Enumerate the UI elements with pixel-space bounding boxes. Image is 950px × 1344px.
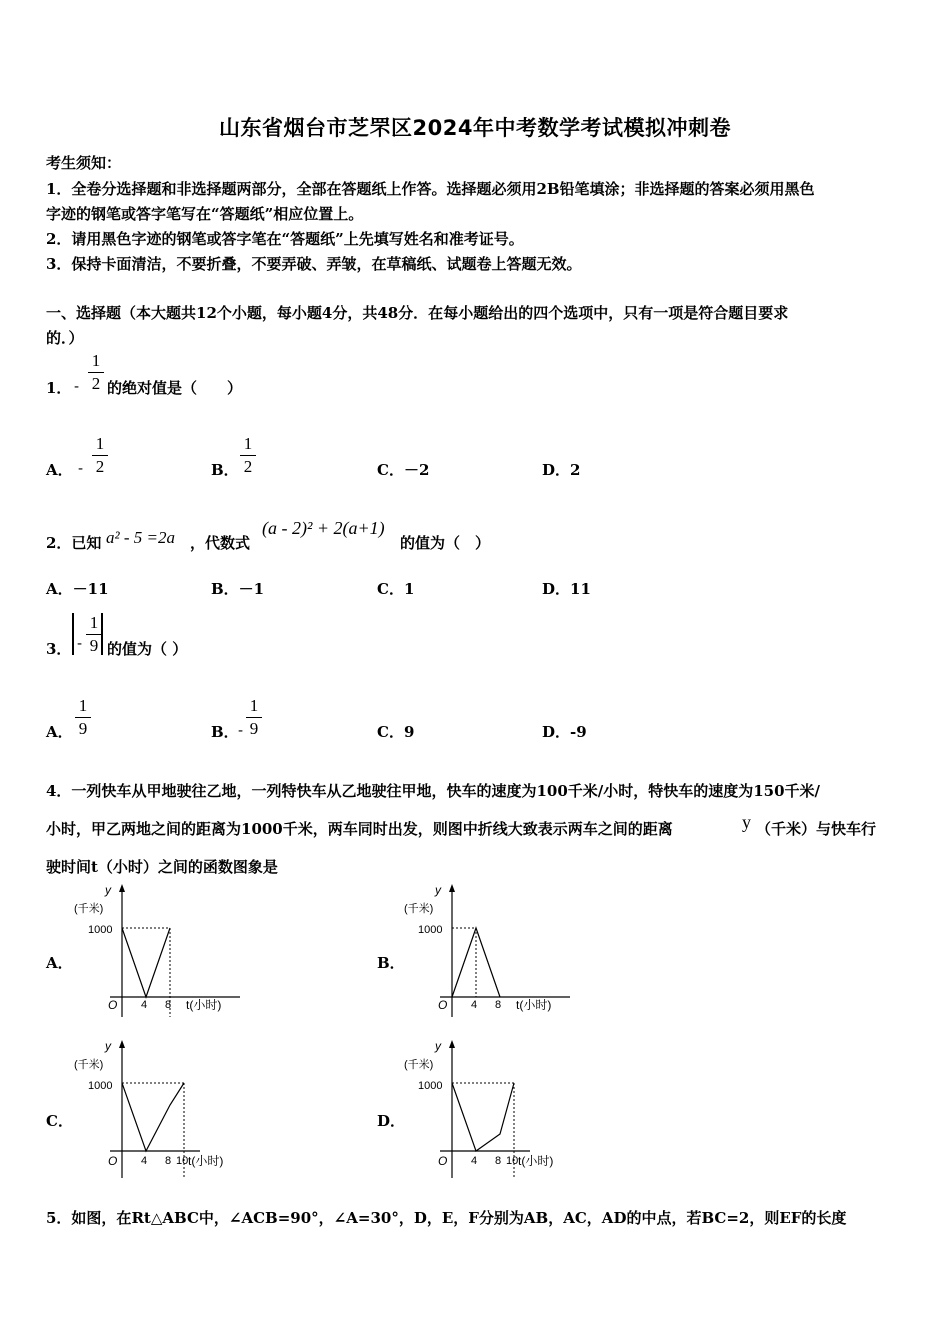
q3-option-a-fraction: [75, 696, 91, 739]
q1-option-a-minus: -: [78, 459, 84, 477]
q2-option-c: C．1: [377, 580, 415, 598]
graph-b-origin: O: [438, 998, 448, 1012]
q1-option-a-label: A．: [46, 461, 73, 479]
graph-c: [70, 1038, 250, 1183]
q3-option-b-fraction: [246, 696, 262, 739]
q3-number: 3．: [46, 640, 72, 658]
graph-c-y-unit: (千米): [74, 1059, 104, 1071]
graph-d-x-label: t(小时): [518, 1154, 554, 1168]
graph-c-y-tick: 1000: [88, 1080, 113, 1092]
q3-option-b-den: 9: [249, 719, 259, 738]
abs-bar-right: [101, 613, 103, 655]
graph-a: [70, 882, 250, 1027]
q2-equation: a² - 5 =2a: [106, 528, 175, 547]
graph-a-y-tick: 1000: [88, 924, 113, 936]
graph-c-x-label: t(小时): [188, 1154, 224, 1168]
q1-denominator: 2: [91, 374, 101, 393]
q1-minus: -: [74, 377, 80, 395]
q1-option-b-label: B．: [211, 461, 239, 479]
q1-option-a-den: 2: [95, 457, 105, 476]
notice-item-2: 2．请用黑色字迹的钢笔或答字笔在“答题纸”上先填写姓名和准考证号。: [46, 230, 524, 248]
graph-a-y-unit: (千米): [74, 903, 104, 915]
q1-stem: 的绝对值是（ ）: [107, 379, 243, 397]
graph-c-tick-4: 4: [141, 1155, 148, 1167]
q2-mid: ，代数式: [190, 534, 251, 552]
graph-b-x-label: t(小时): [516, 998, 552, 1012]
graph-c-origin: O: [108, 1154, 118, 1168]
q3-option-d: D．-9: [542, 723, 587, 741]
section-heading: 一、选择题（本大题共12个小题，每小题4分，共48分．在每小题给出的四个选项中，只有一项是符合题目要求: [46, 304, 789, 322]
q2-option-d: D．11: [542, 580, 591, 598]
graph-b-tick-8: 8: [495, 999, 502, 1011]
q3-option-c: C．9: [377, 723, 415, 741]
graph-d-tick-8: 8: [495, 1155, 502, 1167]
q1-option-b-num: 1: [243, 434, 253, 453]
graph-b: [400, 882, 580, 1027]
q2-option-a: A．－11: [46, 580, 109, 598]
graph-d-y-tick: 1000: [418, 1080, 443, 1092]
graph-c-tick-10: 10: [176, 1155, 189, 1167]
q3-option-b-minus: -: [238, 721, 244, 739]
q3-option-b-label: B．: [211, 723, 239, 741]
q3-option-a-den: 9: [78, 719, 88, 738]
notice-heading: 考生须知：: [46, 154, 122, 172]
graph-b-y-tick: 1000: [418, 924, 443, 936]
q4-option-b-label: B．: [377, 954, 405, 972]
graph-d: [400, 1038, 580, 1183]
q3-fraction: [86, 613, 102, 656]
q2-option-b: B．－1: [211, 580, 265, 598]
graph-d-y-label: y: [435, 1039, 441, 1053]
notice-item-1-cont: 字迹的钢笔或答字笔写在“答题纸”相应位置上。: [46, 205, 364, 223]
notice-item-1: 1．全卷分选择题和非选择题两部分，全部在答题纸上作答。选择题必须用2B铅笔填涂；非选择题的答案必须用黑色: [46, 180, 815, 198]
graph-a-tick-8: 8: [165, 999, 172, 1011]
q4-line-3: 驶时间t（小时）之间的函数图象是: [46, 858, 278, 876]
graph-a-origin: O: [108, 998, 118, 1012]
graph-a-y-label: y: [105, 883, 111, 897]
graph-a-tick-4: 4: [141, 999, 148, 1011]
q3-stem: 的值为（ ）: [107, 640, 188, 658]
q3-numerator: 1: [89, 613, 99, 632]
q3-minus: -: [77, 634, 83, 652]
graph-d-tick-10: 10: [506, 1155, 519, 1167]
graph-b-y-unit: (千米): [404, 903, 434, 915]
graph-a-x-label: t(小时): [186, 998, 222, 1012]
page-title: 山东省烟台市芝罘区2024年中考数学考试模拟冲刺卷: [219, 116, 731, 140]
q4-option-c-label: C．: [46, 1112, 73, 1130]
q4-variable-y: y: [742, 812, 751, 832]
q1-option-a-num: 1: [95, 434, 105, 453]
q2-expression: (a - 2)² + 2(a+1): [262, 518, 385, 538]
graph-b-tick-4: 4: [471, 999, 478, 1011]
q2-number: 2．已知: [46, 534, 102, 552]
q1-option-b-fraction: [240, 434, 256, 477]
q4-line-2a: 小时，甲乙两地之间的距离为1000千米，两车同时出发，则图中折线大致表示两车之间的距离: [46, 820, 673, 838]
abs-bar-left: [72, 613, 74, 655]
q1-fraction: [88, 351, 104, 394]
q4-line-2b: （千米）与快车行: [756, 820, 877, 838]
graph-c-y-label: y: [105, 1039, 111, 1053]
q1-option-d: D．2: [542, 461, 581, 479]
q1-numerator: 1: [91, 351, 101, 370]
notice-item-3: 3．保持卡面清洁，不要折叠，不要弄破、弄皱，在草稿纸、试题卷上答题无效。: [46, 255, 582, 273]
q3-option-a-label: A．: [46, 723, 73, 741]
q1-option-a-fraction: [92, 434, 108, 477]
graph-d-origin: O: [438, 1154, 448, 1168]
q3-denominator: 9: [89, 636, 99, 655]
section-heading-cont: 的．）: [46, 329, 84, 347]
q4-option-d-label: D．: [377, 1112, 406, 1130]
q2-tail: 的值为（ ）: [400, 534, 491, 552]
graph-d-tick-4: 4: [471, 1155, 478, 1167]
q3-option-a-num: 1: [78, 696, 88, 715]
q4-line-1: 4．一列快车从甲地驶往乙地，一列特快车从乙地驶往甲地，快车的速度为100千米/小时，特快车的速度为150千米/: [46, 782, 821, 800]
graph-b-y-label: y: [435, 883, 441, 897]
q1-option-b-den: 2: [243, 457, 253, 476]
graph-c-tick-8: 8: [165, 1155, 172, 1167]
q1-option-c: C．－2: [377, 461, 430, 479]
graph-d-y-unit: (千米): [404, 1059, 434, 1071]
q5-line-1: 5．如图，在Rt△ABC中，∠ACB=90°，∠A=30°，D，E，F分别为AB，AC，AD的中点，若BC=2，则EF的长度: [46, 1209, 847, 1227]
q4-option-a-label: A．: [46, 954, 73, 972]
q1-number: 1．: [46, 379, 72, 397]
q3-option-b-num: 1: [249, 696, 259, 715]
